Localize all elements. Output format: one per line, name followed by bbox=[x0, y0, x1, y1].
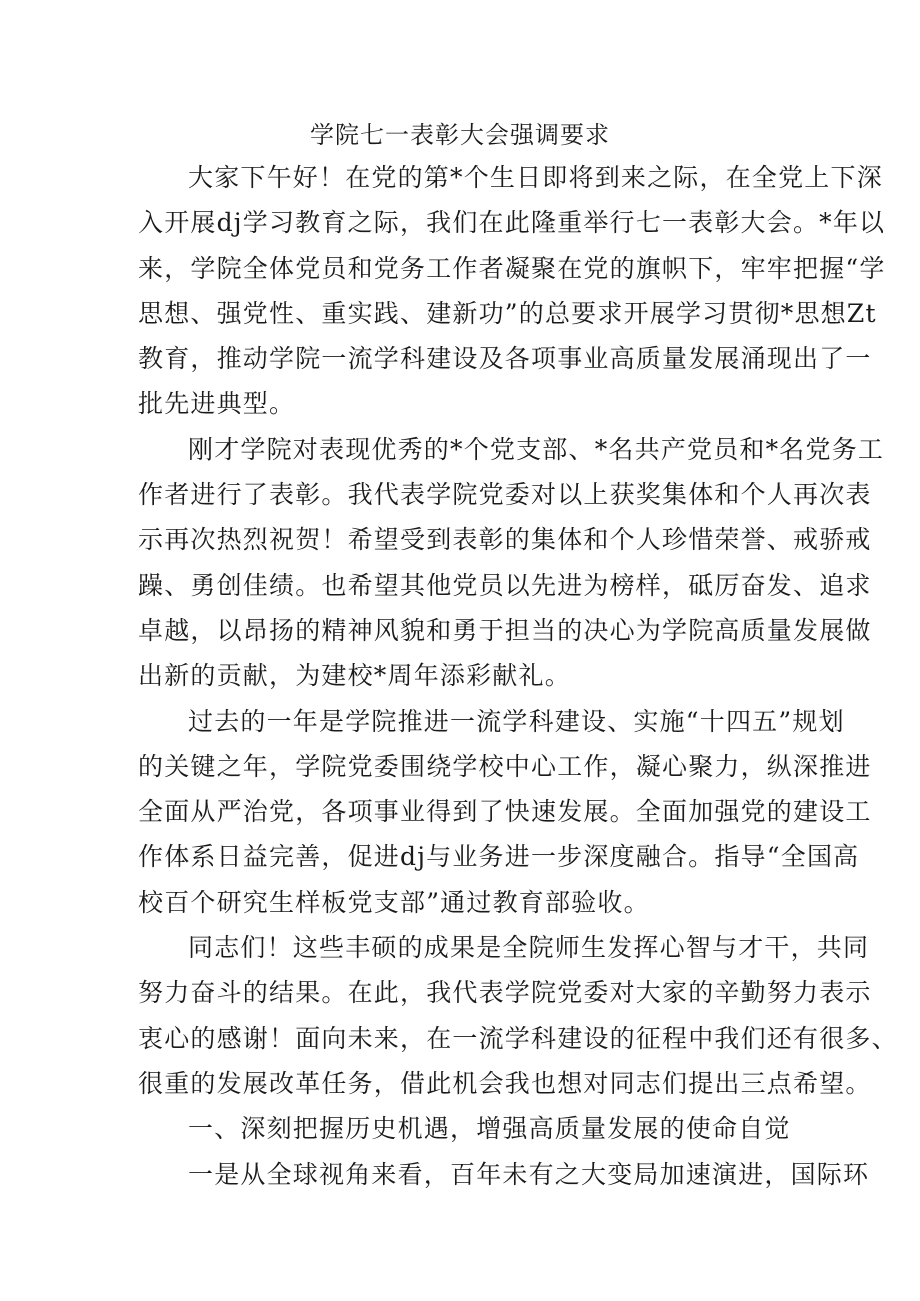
text-line: 衷心的感谢！面向未来，在一流学科建设的征程中我们还有很多、 bbox=[138, 1023, 898, 1053]
text-line: 的关键之年，学院党委围绕学校中心工作，凝心聚力，纵深推进 bbox=[138, 751, 872, 781]
text-line: 思想、强党性、重实践、建新功”的总要求开展学习贯彻*思想Zt bbox=[138, 298, 877, 328]
text-line: 全面从严治党，各项事业得到了快速发展。全面加强党的建设工 bbox=[138, 797, 872, 827]
text-line: 大家下午好！在党的第*个生日即将到来之际，在全党上下深 bbox=[188, 163, 883, 192]
document-body bbox=[138, 155, 898, 1197]
text-line: 作者进行了表彰。我代表学院党委对以上获奖集体和个人再次表 bbox=[138, 480, 872, 510]
paragraph-5 bbox=[138, 1152, 870, 1197]
heading-line: 一、深刻把握历史机遇，增强高质量发展的使命自觉 bbox=[188, 1114, 791, 1144]
text-line: 入开展dj学习教育之际，我们在此隆重举行七一表彰大会。*年以 bbox=[138, 208, 886, 238]
text-line: 刚才学院对表现优秀的*个党支部、*名共产党员和*名党务工 bbox=[188, 434, 885, 464]
paragraph-3 bbox=[138, 699, 872, 925]
text-line: 过去的一年是学院推进一流学科建设、实施“十四五”规划 bbox=[188, 706, 845, 736]
text-line: 示再次热烈祝贺！希望受到表彰的集体和个人珍惜荣誉、戒骄戒 bbox=[138, 525, 872, 555]
text-line: 作体系日益完善，促进dj与业务进一步深度融合。指导“全国高 bbox=[138, 842, 860, 872]
text-line: 很重的发展改革任务，借此机会我也想对同志们提出三点希望。 bbox=[138, 1068, 872, 1098]
text-line: 校百个研究生样板党支部”通过教育部验收。 bbox=[138, 887, 650, 917]
paragraph-1 bbox=[138, 155, 886, 427]
section-heading bbox=[138, 1106, 791, 1151]
text-line: 批先进典型。 bbox=[138, 389, 296, 419]
text-line: 出新的贡献，为建校*周年添彩献礼。 bbox=[138, 661, 571, 691]
text-line: 卓越，以昂扬的精神风貌和勇于担当的决心为学院高质量发展做 bbox=[138, 615, 872, 645]
document-title: 学院七一表彰大会强调要求 bbox=[310, 121, 610, 149]
text-line: 一是从全球视角来看，百年未有之大变局加速演进，国际环 bbox=[188, 1159, 870, 1189]
paragraph-2 bbox=[138, 427, 885, 699]
text-line: 躁、勇创佳绩。也希望其他党员以先进为榜样，砥厉奋发、追求 bbox=[138, 570, 872, 600]
text-line: 努力奋斗的结果。在此，我代表学院党委对大家的辛勤努力表示 bbox=[138, 978, 872, 1008]
text-line: 来，学院全体党员和党务工作者凝聚在党的旗帜下，牢牢把握“学 bbox=[138, 253, 886, 283]
paragraph-4 bbox=[138, 925, 898, 1106]
text-line: 教育，推动学院一流学科建设及各项事业高质量发展涌现出了一 bbox=[138, 344, 872, 374]
text-line: 同志们！这些丰硕的成果是全院师生发挥心智与才干，共同 bbox=[188, 933, 870, 963]
